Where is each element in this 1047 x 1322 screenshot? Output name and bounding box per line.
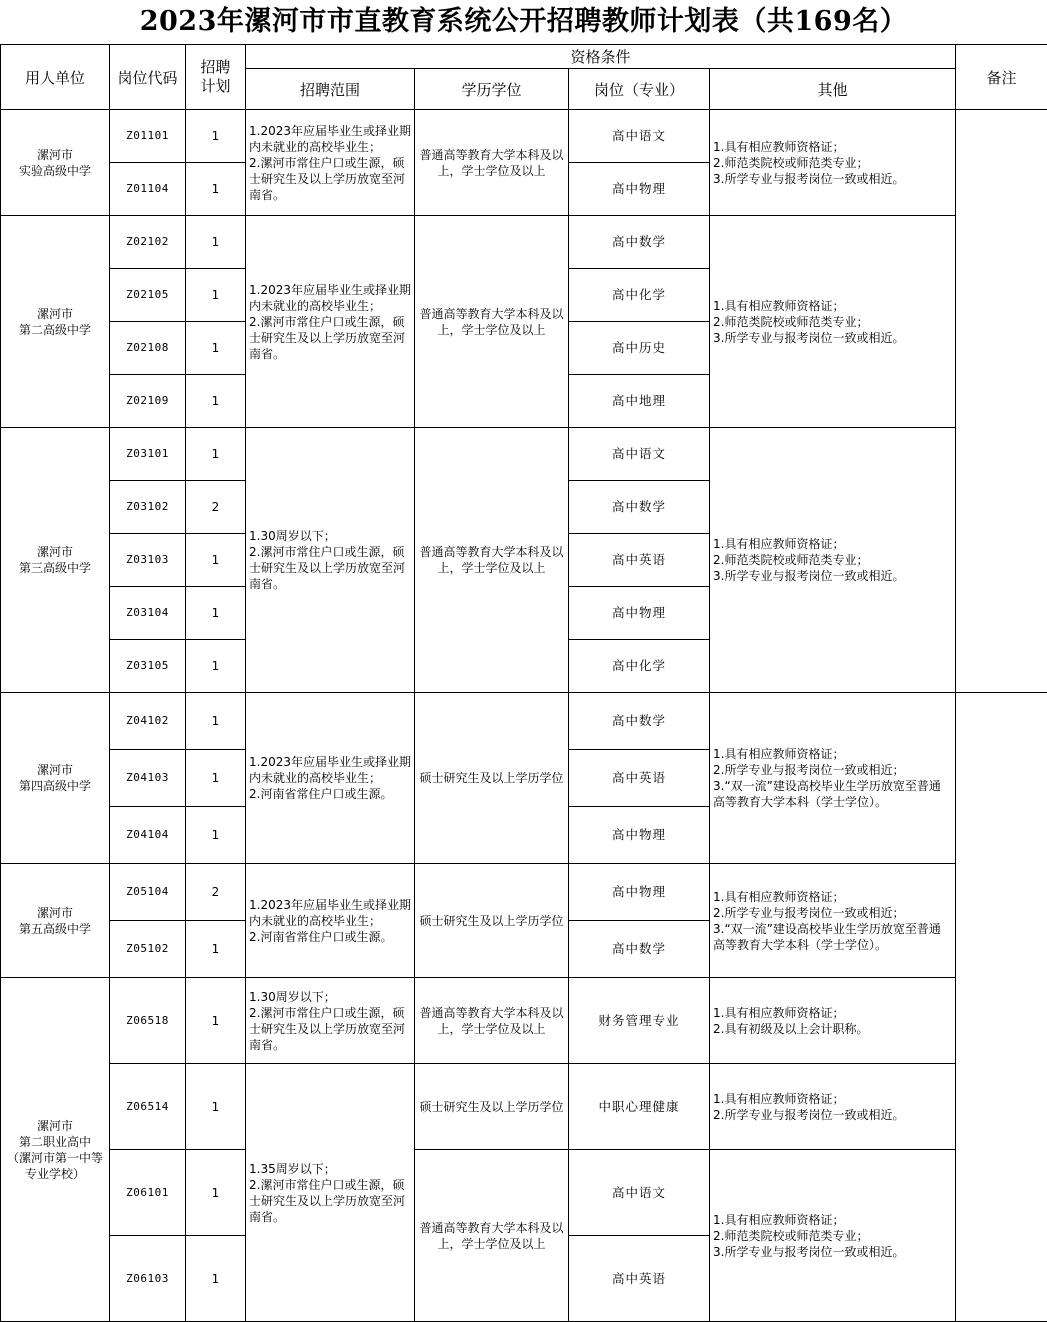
major-cell: 高中物理 bbox=[569, 163, 710, 216]
major-cell: 高中数学 bbox=[569, 481, 710, 534]
code-cell: Z01101 bbox=[110, 110, 186, 163]
header-other: 其他 bbox=[710, 69, 956, 110]
other-cell: 1.具有相应教师资格证； 2.师范类院校或师范类专业； 3.所学专业与报考岗位一致或相近。 bbox=[710, 1150, 956, 1322]
major-cell: 高中语文 bbox=[569, 110, 710, 163]
table-row bbox=[1, 428, 1047, 481]
recruitment-table bbox=[0, 44, 1047, 1322]
code-cell: Z03104 bbox=[110, 587, 186, 640]
plan-cell: 1 bbox=[186, 921, 246, 978]
remark-cell bbox=[956, 693, 1047, 1322]
degree-cell: 硕士研究生及以上学历学位 bbox=[415, 693, 569, 864]
degree-cell: 普通高等教育大学本科及以上，学士学位及以上 bbox=[415, 978, 569, 1064]
plan-cell: 1 bbox=[186, 534, 246, 587]
unit-cell: 漯河市 第四高级中学 bbox=[1, 693, 110, 864]
code-cell: Z03102 bbox=[110, 481, 186, 534]
scope-cell: 1.30周岁以下； 2.漯河市常住户口或生源，硕士研究生及以上学历放宽至河南省。 bbox=[246, 428, 415, 693]
degree-cell: 普通高等教育大学本科及以上，学士学位及以上 bbox=[415, 1150, 569, 1322]
scope-cell: 1.2023年应届毕业生或择业期内未就业的高校毕业生； 2.漯河市常住户口或生源，硕士研究生及以上学历放宽至河南省。 bbox=[246, 216, 415, 428]
plan-cell: 1 bbox=[186, 375, 246, 428]
major-cell: 高中物理 bbox=[569, 807, 710, 864]
degree-cell: 硕士研究生及以上学历学位 bbox=[415, 1064, 569, 1150]
page-title: 2023年漯河市市直教育系统公开招聘教师计划表（共169名） bbox=[0, 0, 1047, 44]
major-cell: 高中化学 bbox=[569, 269, 710, 322]
plan-cell: 1 bbox=[186, 269, 246, 322]
code-cell: Z02102 bbox=[110, 216, 186, 269]
code-cell: Z04104 bbox=[110, 807, 186, 864]
plan-cell: 2 bbox=[186, 864, 246, 921]
plan-cell: 1 bbox=[186, 322, 246, 375]
code-cell: Z04103 bbox=[110, 750, 186, 807]
major-cell: 高中英语 bbox=[569, 750, 710, 807]
header-plan: 招聘 计划 bbox=[186, 45, 246, 110]
table-row bbox=[1, 216, 1047, 269]
other-cell: 1.具有相应教师资格证； 2.师范类院校或师范类专业； 3.所学专业与报考岗位一致或相近。 bbox=[710, 216, 956, 428]
degree-cell: 普通高等教育大学本科及以上，学士学位及以上 bbox=[415, 428, 569, 693]
code-cell: Z01104 bbox=[110, 163, 186, 216]
code-cell: Z06514 bbox=[110, 1064, 186, 1150]
table-row bbox=[1, 1064, 1047, 1150]
major-cell: 高中语文 bbox=[569, 1150, 710, 1236]
major-cell: 高中物理 bbox=[569, 587, 710, 640]
header-code: 岗位代码 bbox=[110, 45, 186, 110]
code-cell: Z06103 bbox=[110, 1236, 186, 1322]
plan-cell: 1 bbox=[186, 216, 246, 269]
header-degree: 学历学位 bbox=[415, 69, 569, 110]
major-cell: 高中英语 bbox=[569, 1236, 710, 1322]
other-cell: 1.具有相应教师资格证； 2.所学专业与报考岗位一致或相近。 bbox=[710, 1064, 956, 1150]
table-row bbox=[1, 1150, 1047, 1236]
plan-cell: 2 bbox=[186, 481, 246, 534]
code-cell: Z02108 bbox=[110, 322, 186, 375]
code-cell: Z05104 bbox=[110, 864, 186, 921]
unit-cell: 漯河市 第二高级中学 bbox=[1, 216, 110, 428]
table-row bbox=[1, 978, 1047, 1064]
unit-cell: 漯河市 第二职业高中 （漯河市第一中等 专业学校） bbox=[1, 978, 110, 1322]
major-cell: 高中物理 bbox=[569, 864, 710, 921]
major-cell: 高中化学 bbox=[569, 640, 710, 693]
unit-cell: 漯河市 实验高级中学 bbox=[1, 110, 110, 216]
scope-cell: 1.2023年应届毕业生或择业期内未就业的高校毕业生； 2.河南省常住户口或生源。 bbox=[246, 864, 415, 978]
other-cell: 1.具有相应教师资格证； 2.所学专业与报考岗位一致或相近； 3.“双一流”建设高校毕业生学历放宽至普通高等教育大学本科（学士学位）。 bbox=[710, 864, 956, 978]
scope-cell: 1.2023年应届毕业生或择业期内未就业的高校毕业生； 2.河南省常住户口或生源。 bbox=[246, 693, 415, 864]
code-cell: Z06518 bbox=[110, 978, 186, 1064]
code-cell: Z04102 bbox=[110, 693, 186, 750]
major-cell: 高中英语 bbox=[569, 534, 710, 587]
other-cell: 1.具有相应教师资格证； 2.师范类院校或师范类专业； 3.所学专业与报考岗位一致或相近。 bbox=[710, 110, 956, 216]
major-cell: 高中数学 bbox=[569, 693, 710, 750]
major-cell: 高中语文 bbox=[569, 428, 710, 481]
header-qualification: 资格条件 bbox=[246, 45, 956, 69]
degree-cell: 普通高等教育大学本科及以上，学士学位及以上 bbox=[415, 216, 569, 428]
plan-cell: 1 bbox=[186, 750, 246, 807]
degree-cell: 普通高等教育大学本科及以上，学士学位及以上 bbox=[415, 110, 569, 216]
major-cell: 高中历史 bbox=[569, 322, 710, 375]
code-cell: Z03103 bbox=[110, 534, 186, 587]
major-cell: 高中地理 bbox=[569, 375, 710, 428]
degree-cell: 硕士研究生及以上学历学位 bbox=[415, 864, 569, 978]
scope-cell: 1.35周岁以下； 2.漯河市常住户口或生源，硕士研究生及以上学历放宽至河南省。 bbox=[246, 1064, 415, 1322]
scope-cell: 1.30周岁以下； 2.漯河市常住户口或生源，硕士研究生及以上学历放宽至河南省。 bbox=[246, 978, 415, 1064]
code-cell: Z02105 bbox=[110, 269, 186, 322]
other-cell: 1.具有相应教师资格证； 2.具有初级及以上会计职称。 bbox=[710, 978, 956, 1064]
plan-cell: 1 bbox=[186, 163, 246, 216]
other-cell: 1.具有相应教师资格证； 2.师范类院校或师范类专业； 3.所学专业与报考岗位一致或相近。 bbox=[710, 428, 956, 693]
major-cell: 高中数学 bbox=[569, 216, 710, 269]
remark-cell bbox=[956, 110, 1047, 693]
plan-cell: 1 bbox=[186, 693, 246, 750]
other-cell: 1.具有相应教师资格证； 2.所学专业与报考岗位一致或相近； 3.“双一流”建设高校毕业生学历放宽至普通高等教育大学本科（学士学位）。 bbox=[710, 693, 956, 864]
table-row bbox=[1, 864, 1047, 921]
code-cell: Z05102 bbox=[110, 921, 186, 978]
plan-cell: 1 bbox=[186, 1064, 246, 1150]
header-scope: 招聘范围 bbox=[246, 69, 415, 110]
plan-cell: 1 bbox=[186, 428, 246, 481]
code-cell: Z06101 bbox=[110, 1150, 186, 1236]
plan-cell: 1 bbox=[186, 110, 246, 163]
header-remark: 备注 bbox=[956, 45, 1047, 110]
plan-cell: 1 bbox=[186, 807, 246, 864]
plan-cell: 1 bbox=[186, 978, 246, 1064]
header-unit: 用人单位 bbox=[1, 45, 110, 110]
unit-cell: 漯河市 第五高级中学 bbox=[1, 864, 110, 978]
unit-cell: 漯河市 第三高级中学 bbox=[1, 428, 110, 693]
plan-cell: 1 bbox=[186, 1236, 246, 1322]
major-cell: 中职心理健康 bbox=[569, 1064, 710, 1150]
plan-cell: 1 bbox=[186, 640, 246, 693]
plan-cell: 1 bbox=[186, 1150, 246, 1236]
plan-cell: 1 bbox=[186, 587, 246, 640]
table-row bbox=[1, 693, 1047, 750]
code-cell: Z03105 bbox=[110, 640, 186, 693]
major-cell: 高中数学 bbox=[569, 921, 710, 978]
major-cell: 财务管理专业 bbox=[569, 978, 710, 1064]
code-cell: Z02109 bbox=[110, 375, 186, 428]
code-cell: Z03101 bbox=[110, 428, 186, 481]
table-row bbox=[1, 110, 1047, 163]
scope-cell: 1.2023年应届毕业生或择业期内未就业的高校毕业生； 2.漯河市常住户口或生源，硕士研究生及以上学历放宽至河南省。 bbox=[246, 110, 415, 216]
header-major: 岗位（专业） bbox=[569, 69, 710, 110]
